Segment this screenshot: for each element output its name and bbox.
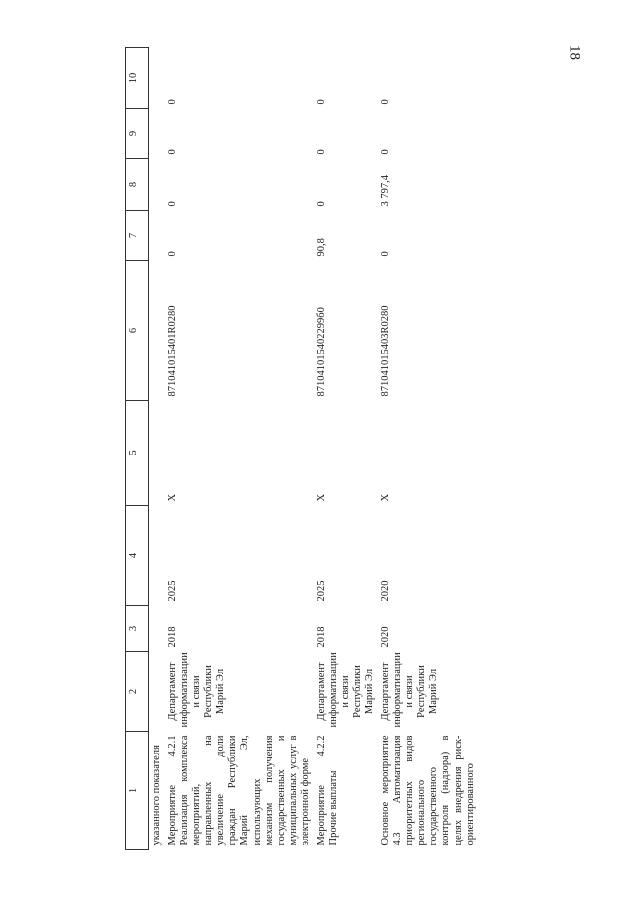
header-cell-10: 10 (126, 48, 149, 109)
table-row (378, 48, 479, 850)
header-row (126, 48, 149, 850)
value-7: 0 (167, 251, 179, 257)
value-8: 3 797,4 (380, 175, 392, 207)
value-9: 0 (380, 149, 392, 155)
table-row (314, 48, 378, 850)
continuation-text: указанного показателя (151, 745, 162, 846)
budget-code: 871041015401R0280 (167, 305, 179, 397)
end-year: 2025 (315, 580, 327, 602)
continuation-row (149, 48, 166, 850)
activity-name: Мероприятие 4.2.1 Реализация комплекса мероприятий, направленных на увеличение доли граждан Республики Марий Эл, использующих механизм получения государственных и муниципальных услуг в электронной форме (167, 735, 311, 846)
start-year: 2020 (380, 626, 392, 648)
value-9: 0 (315, 149, 327, 155)
value-10: 0 (380, 99, 392, 105)
value-8: 0 (167, 201, 179, 207)
executor: Департамент информатизации и связи Республики Марий Эл (380, 652, 440, 728)
end-year: 2020 (380, 580, 392, 602)
header-cell-2: 2 (126, 652, 149, 732)
header-cell-4: 4 (126, 506, 149, 606)
header-cell-3: 3 (126, 606, 149, 652)
activity-name: Основное мероприятие 4.3 Автоматизация приоритетных видов регионального государственного контроля (надзора) в целях внедрения риск-ориентированного (380, 735, 476, 846)
activity-name: Мероприятие 4.2.2 Прочие выплаты (315, 735, 339, 846)
col5-mark: Х (315, 493, 327, 502)
header-cell-1: 1 (126, 732, 149, 850)
value-7: 0 (380, 251, 392, 257)
value-7: 90,8 (315, 238, 327, 257)
start-year: 2018 (315, 626, 327, 648)
end-year: 2025 (167, 580, 179, 602)
value-10: 0 (315, 99, 327, 105)
budget-table (125, 47, 479, 850)
header-cell-5: 5 (126, 401, 149, 506)
budget-code: 871041015403R0280 (380, 305, 392, 397)
value-8: 0 (315, 201, 327, 207)
executor: Департамент информатизации и связи Республики Марий Эл (167, 652, 227, 728)
table-row (165, 48, 314, 850)
budget-code: 871041015402299б0 (315, 307, 327, 397)
header-cell-7: 7 (126, 211, 149, 261)
col5-mark: Х (167, 493, 179, 502)
header-cell-9: 9 (126, 109, 149, 159)
header-cell-6: 6 (126, 261, 149, 401)
rotated-table-page (125, 48, 545, 850)
executor: Департамент информатизации и связи Республики Марий Эл (315, 652, 376, 728)
header-cell-8: 8 (126, 159, 149, 211)
col5-mark: Х (380, 493, 392, 502)
page-number: 18 (566, 45, 583, 60)
value-10: 0 (167, 99, 179, 105)
start-year: 2018 (167, 626, 179, 648)
value-9: 0 (167, 149, 179, 155)
